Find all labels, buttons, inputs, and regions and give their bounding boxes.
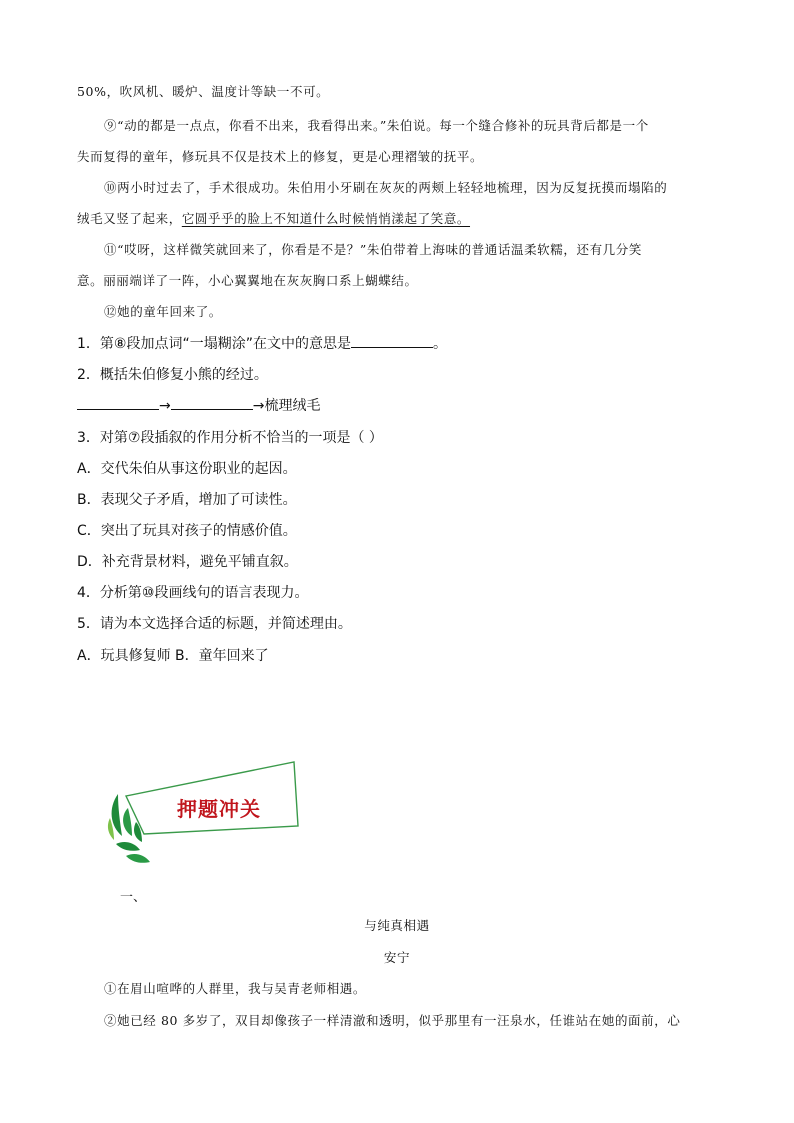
underlined-sentence: 它圆乎乎的脸上不知道什么时候悄悄漾起了笑意。 — [181, 211, 471, 226]
question-1-text: 1．第⑧段加点词“一塌糊涂”在文中的意思是 — [77, 336, 351, 352]
question-2-answer-row — [77, 395, 320, 415]
question-3-option-d[interactable]: D．补充背景材料，避免平铺直叙。 — [77, 554, 298, 570]
question-3-option-c[interactable]: C．突出了玩具对孩子的情感价值。 — [77, 523, 297, 539]
paragraph-9-line-1: ⑨“动的都是一点点，你看不出来，我看得出来。”朱伯说。每一个缝合修补的玩具背后都是一个 — [104, 118, 649, 133]
paragraph-11-line-2: 意。丽丽端详了一阵，小心翼翼地在灰灰胸口系上蝴蝶结。 — [77, 273, 418, 288]
question-3-option-a[interactable]: A．交代朱伯从事这份职业的起因。 — [77, 461, 297, 477]
paragraph-11-line-1: ⑪“哎呀，这样微笑就回来了，你看是不是？”朱伯带着上海味的普通话温柔软糯，还有几分笑 — [104, 242, 642, 257]
question-3-option-b[interactable]: B．表现父子矛盾，增加了可读性。 — [77, 492, 297, 508]
question-5: 5．请为本文选择合适的标题，并简述理由。 — [77, 616, 352, 632]
paragraph-10-plain: 绒毛又竖了起来， — [77, 211, 182, 226]
passage-title: 与纯真相遇 — [364, 918, 430, 933]
paragraph-9-line-2: 失而复得的童年，修玩具不仅是技术上的修复，更是心理褶皱的抚平。 — [77, 149, 484, 164]
answer-blank-1[interactable] — [351, 333, 433, 348]
paragraph-10-line-1: ⑩两小时过去了，手术很成功。朱伯用小牙刷在灰灰的两颊上轻轻地梳理，因为反复抚摸而塌陷的 — [104, 180, 668, 195]
question-4: 4．分析第⑩段画线句的语言表现力。 — [77, 585, 309, 601]
passage-2-paragraph-2: ②她已经 80 多岁了，双目却像孩子一样清澈和透明，似乎那里有一汪泉水，任谁站在她的面前，心 — [104, 1013, 681, 1028]
arrow-1: → — [159, 398, 171, 414]
passage-author: 安宁 — [383, 950, 411, 965]
paragraph-tail: 50%，吹风机、暖炉、温度计等缺一不可。 — [77, 84, 330, 99]
answer-blank-2b[interactable] — [171, 395, 253, 410]
question-1-end: 。 — [432, 336, 447, 352]
arrow-2-final-step: →梳理绒毛 — [252, 398, 321, 414]
question-2: 2．概括朱伯修复小熊的经过。 — [77, 367, 268, 383]
section-number: 一、 — [120, 890, 147, 905]
passage-2-paragraph-1: ①在眉山喧哗的人群里，我与吴青老师相遇。 — [104, 981, 367, 996]
answer-blank-2a[interactable] — [77, 395, 159, 410]
banner-title: 押题冲关 — [177, 797, 261, 821]
question-3: 3．对第⑦段插叙的作用分析不恰当的一项是（ ） — [77, 430, 383, 446]
paragraph-10-line-2 — [77, 209, 470, 227]
paragraph-12: ⑫她的童年回来了。 — [104, 304, 222, 319]
question-1 — [77, 333, 447, 353]
question-5-options: A．玩具修复师 B．童年回来了 — [77, 648, 269, 664]
